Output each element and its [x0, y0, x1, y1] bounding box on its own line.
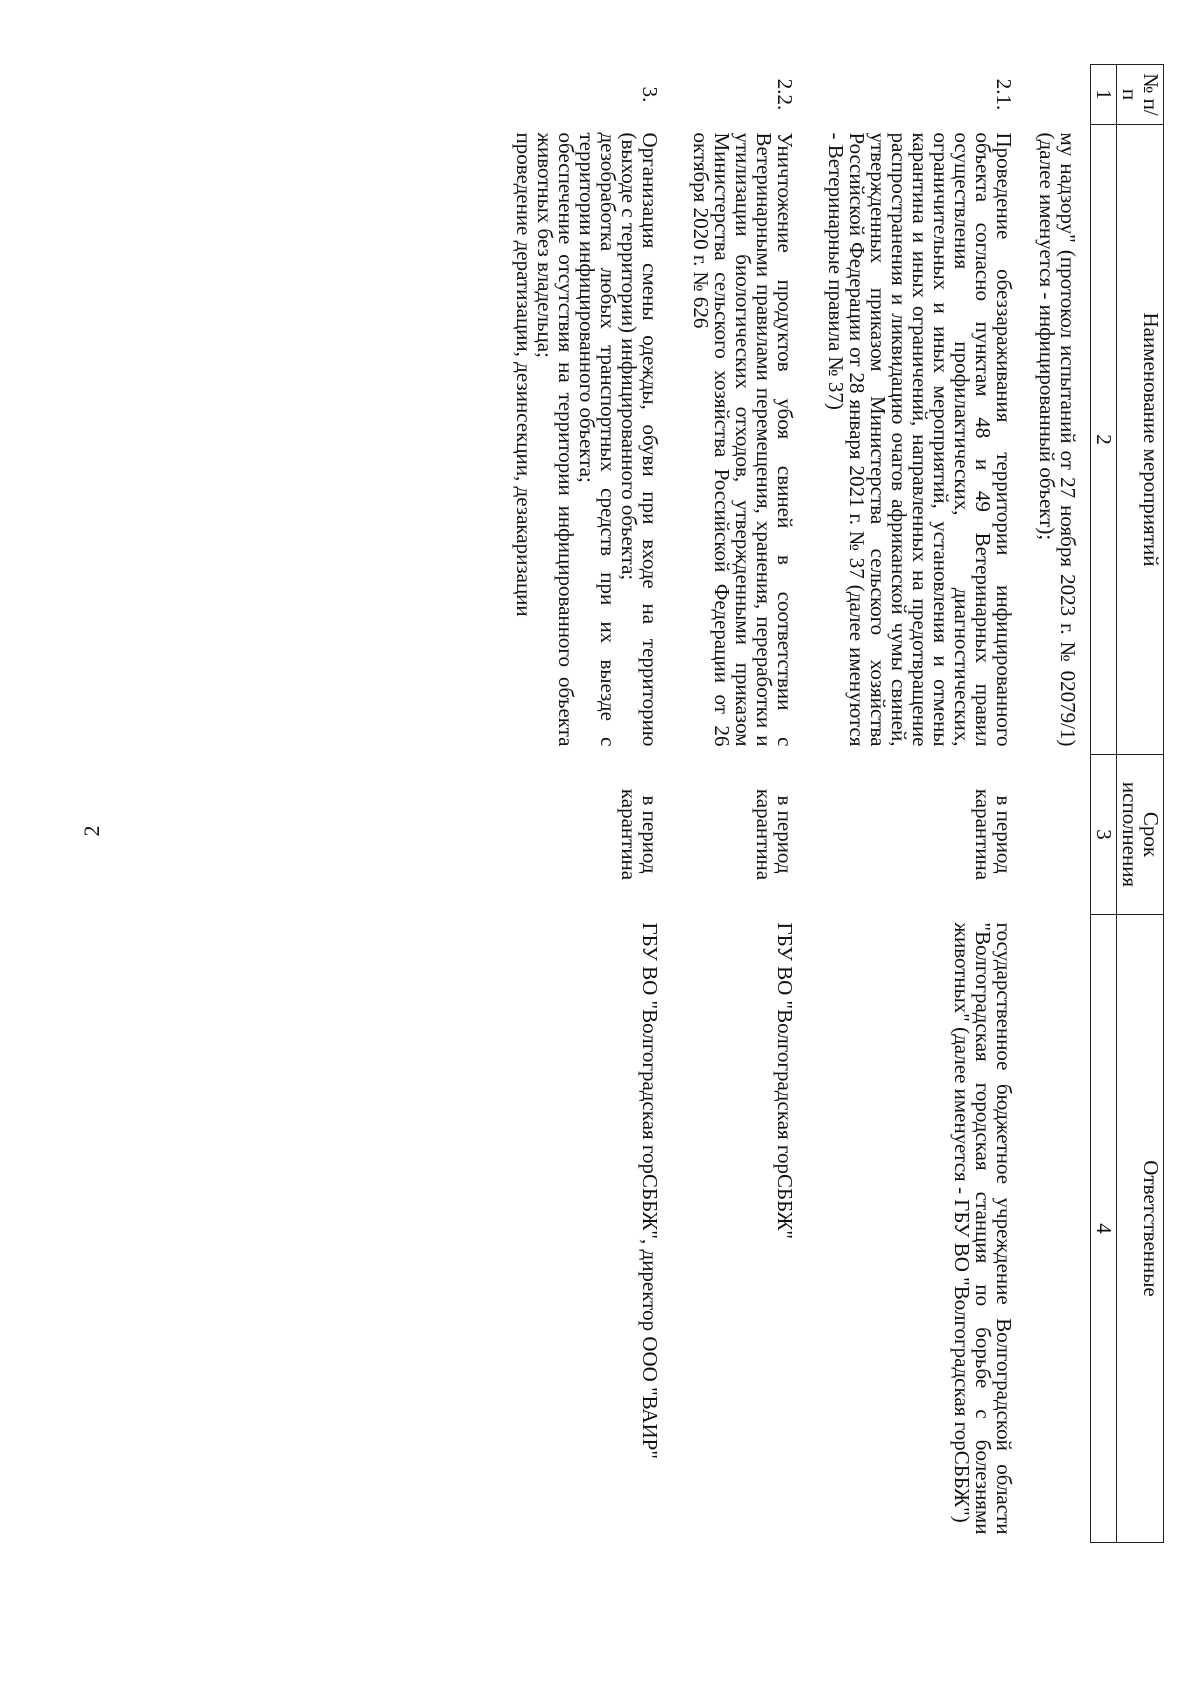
measure-deadline: в период карантина	[971, 788, 1016, 881]
table-header-row	[1117, 65, 1164, 1543]
measure-name: Проведение обеззараживания территории инфицированного объекта согласно пунктам 48 и 49 Ветеринарных правил осуществления профилактических, диагностических, ограничительных и иных мероприятий, установления и отмены карантина и иных ограничений, направленных на предотвращение распространения и ликвидацию очагов африканской чумы свиней, утвержденных приказом Министерства сельского хозяйства Российской Федерации от 28 января 2021 г. № 37 (далее именуются - Ветеринарные правила № 37)	[824, 132, 1016, 747]
continuation-text: му надзору" (протокол испытаний от 27 ноября 2023 г. № 02079/1) (далее именуется - инфицированный объект);	[1035, 132, 1080, 747]
column-number-1: 1	[1091, 65, 1117, 125]
column-number-3: 3	[1091, 755, 1117, 915]
page-number: 2	[79, 825, 104, 837]
header-name: Наименование мероприятий	[1117, 125, 1164, 755]
table-row	[795, 65, 1014, 1543]
table-row	[660, 65, 795, 1543]
table-row-continuation	[1014, 65, 1091, 1543]
measure-responsible: ГБУ ВО "Волгоградская горСББЖ", директор ООО "ВАИР"	[638, 922, 662, 1459]
measure-responsible: государственное бюджетное учреждение Волгоградской области "Волгоградская городская станция по борьбе с болезнями животных" (далее именуется - ГБУ ВО "Волгоградская горСББЖ")	[950, 922, 1016, 1535]
measure-line: дезобработка любых транспортных средств при их выезде с территории инфицированного объекта;	[575, 132, 620, 747]
header-responsible: Ответственные	[1117, 915, 1164, 1543]
measure-deadline: в период карантина	[752, 788, 797, 881]
column-number-row	[1091, 65, 1117, 1543]
header-deadline: Срок исполнения	[1117, 755, 1164, 915]
rotated-content	[64, 0, 1164, 1620]
measure-name: Уничтожение продуктов убоя свиней в соответствии с Ветеринарными правилами перемещения, хранения, переработки и утилизации биологических отходов, утвержденными приказом Министерства сельского хозяйства Российской Федерации от 26 октября 2020 г. № 626	[689, 132, 797, 747]
measure-deadline: в период карантина	[617, 788, 662, 881]
measure-name	[483, 125, 660, 755]
measure-line: обеспечение отсутствия на территории инфицированного объекта животных без владельца;	[533, 132, 578, 747]
table-row	[483, 65, 660, 1543]
column-number-2: 2	[1091, 125, 1117, 755]
measure-line: проведение дератизации, дезинсекции, дезакаризации	[512, 132, 536, 617]
row-number: 2.2.	[773, 78, 797, 111]
measures-table	[483, 64, 1164, 1543]
row-number: 3.	[638, 86, 662, 103]
row-number: 2.1.	[992, 78, 1016, 111]
column-number-4: 4	[1091, 915, 1117, 1543]
measure-line: Организация смены одежды, обуви при входе на территорию (выходе с территории) инфицированного объекта;	[617, 132, 662, 747]
header-number: № п/п	[1117, 65, 1164, 125]
measure-responsible: ГБУ ВО "Волгоградская горСББЖ"	[773, 922, 797, 1240]
